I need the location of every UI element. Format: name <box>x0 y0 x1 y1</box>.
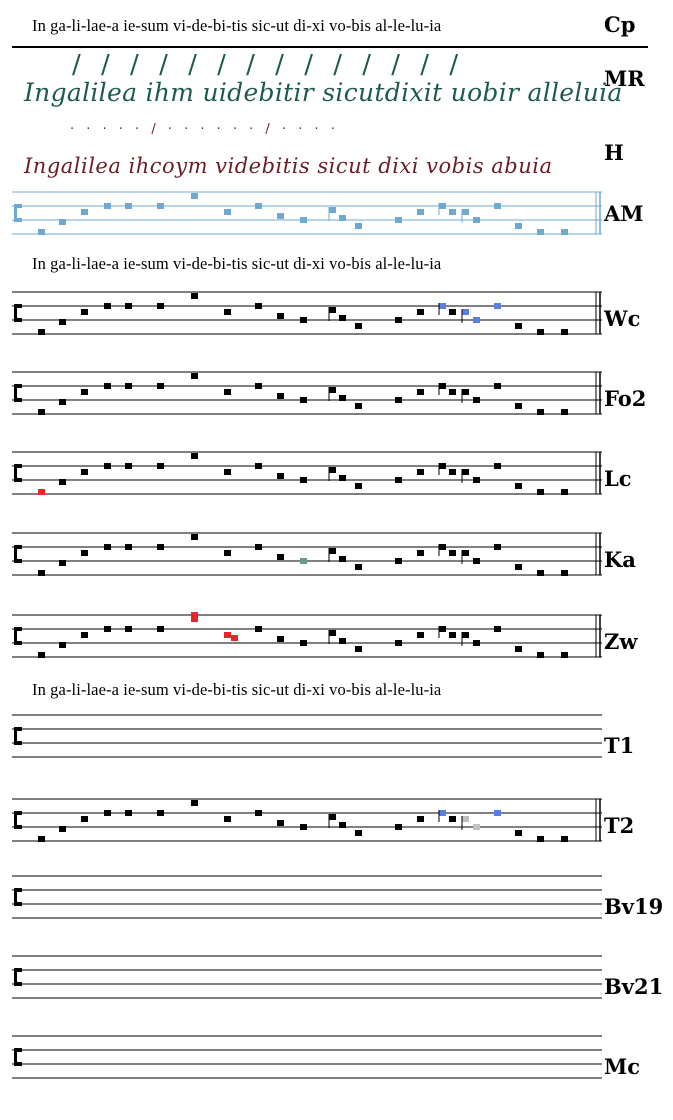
c-clef-icon <box>17 825 22 829</box>
neume-note <box>417 309 424 315</box>
neume-note <box>277 473 284 479</box>
neume-note <box>494 810 501 816</box>
neume-note <box>439 463 446 469</box>
neume-note <box>449 209 456 215</box>
c-clef-icon <box>17 218 22 222</box>
staff-bv19 <box>0 870 673 930</box>
neume-note <box>537 329 544 335</box>
neume-note <box>494 463 501 469</box>
neume-note <box>561 489 568 495</box>
neume-note <box>494 626 501 632</box>
label-zw: Zw <box>604 629 638 654</box>
c-clef-icon <box>14 811 17 829</box>
neume-note <box>59 319 66 325</box>
neume-note <box>300 824 307 830</box>
c-clef-icon <box>17 545 22 549</box>
neume-note <box>277 313 284 319</box>
neume-note <box>81 469 88 475</box>
neume-note <box>494 203 501 209</box>
neume-note <box>561 652 568 658</box>
neume-note <box>449 469 456 475</box>
c-clef-icon <box>14 1048 17 1066</box>
neume-note <box>125 626 132 632</box>
neume-note <box>329 814 336 820</box>
neume-note <box>462 550 469 556</box>
neume-note <box>537 570 544 576</box>
neume-note <box>395 640 402 646</box>
neume-note <box>439 544 446 550</box>
neume-note <box>59 479 66 485</box>
c-clef-icon <box>17 888 22 892</box>
neume-note <box>462 389 469 395</box>
neume-note <box>339 822 346 828</box>
neume-note <box>224 209 231 215</box>
neume-note <box>224 469 231 475</box>
neume-note <box>300 640 307 646</box>
label-am: AM <box>604 201 644 226</box>
neume-note <box>224 550 231 556</box>
neume-note <box>473 317 480 323</box>
label-cp: Cp <box>604 12 636 37</box>
neume-note <box>537 409 544 415</box>
neume-note <box>417 469 424 475</box>
c-clef-icon <box>17 478 22 482</box>
neume-note <box>494 383 501 389</box>
label-t2: T2 <box>604 813 635 838</box>
label-h: H <box>604 140 624 165</box>
neume-note <box>355 564 362 570</box>
neume-note <box>125 463 132 469</box>
staff-wc <box>0 286 673 346</box>
neume-note <box>81 309 88 315</box>
neume-note <box>329 387 336 393</box>
neume-note <box>38 652 45 658</box>
neume-note <box>329 630 336 636</box>
neume-note <box>515 564 522 570</box>
neume-note <box>255 626 262 632</box>
staff-t1 <box>0 709 673 769</box>
c-clef-icon <box>17 727 22 731</box>
neume-note <box>417 632 424 638</box>
neume-note <box>38 489 45 495</box>
c-clef-icon <box>14 627 17 645</box>
mr-manuscript-text: Ingalilea ihm uidebitir sicutdixit uobir alleluia <box>24 78 623 107</box>
neume-note <box>515 483 522 489</box>
neume-note <box>515 646 522 652</box>
c-clef-icon <box>14 545 17 563</box>
neume-note <box>157 303 164 309</box>
neume-note <box>104 626 111 632</box>
staff-bv21 <box>0 950 673 1010</box>
neume-note <box>224 632 231 638</box>
c-clef-icon <box>17 627 22 631</box>
c-clef-icon <box>17 811 22 815</box>
neume-note <box>462 209 469 215</box>
neume-note <box>277 636 284 642</box>
neume-note <box>561 570 568 576</box>
neume-note <box>255 383 262 389</box>
c-clef-icon <box>17 304 22 308</box>
neume-note <box>537 489 544 495</box>
neume-note <box>277 554 284 560</box>
neume-note <box>473 397 480 403</box>
c-clef-icon <box>17 741 22 745</box>
neume-note <box>417 816 424 822</box>
neume-note <box>537 229 544 235</box>
neume-note <box>355 223 362 229</box>
neume-note <box>449 632 456 638</box>
neume-note <box>449 816 456 822</box>
neume-note <box>494 544 501 550</box>
neume-note <box>157 383 164 389</box>
neume-note <box>59 399 66 405</box>
neume-note <box>277 820 284 826</box>
neume-note <box>255 544 262 550</box>
neume-note <box>339 475 346 481</box>
mr-neumes: / / / / / / / / / / / / / / <box>72 50 465 80</box>
label-fo2: Fo2 <box>604 386 647 411</box>
neume-note <box>157 810 164 816</box>
neume-note <box>329 307 336 313</box>
c-clef-icon <box>14 464 17 482</box>
header-rule <box>12 46 648 48</box>
neume-note <box>462 816 469 822</box>
header-lyrics: In ga-li-lae-a ie-sum vi-de-bi-tis sic-ut di-xi vo-bis al-le-lu-ia <box>32 16 442 35</box>
neume-note <box>462 309 469 315</box>
neume-note <box>339 215 346 221</box>
neume-note <box>515 403 522 409</box>
neume-note <box>561 409 568 415</box>
neume-note <box>104 463 111 469</box>
neume-note <box>561 229 568 235</box>
neume-note <box>191 193 198 199</box>
neume-note <box>277 393 284 399</box>
neume-note <box>339 395 346 401</box>
neume-note <box>157 463 164 469</box>
neume-note <box>395 317 402 323</box>
neume-note <box>231 635 238 641</box>
neume-note <box>355 830 362 836</box>
label-wc: Wc <box>604 306 641 331</box>
c-clef-icon <box>17 982 22 986</box>
neume-note <box>157 544 164 550</box>
c-clef-icon <box>17 384 22 388</box>
neume-note <box>81 632 88 638</box>
neume-note <box>355 483 362 489</box>
neume-note <box>395 824 402 830</box>
neume-note <box>395 558 402 564</box>
neume-note <box>59 219 66 225</box>
neume-note <box>355 323 362 329</box>
neume-note <box>104 383 111 389</box>
neume-note <box>515 223 522 229</box>
neume-note <box>395 217 402 223</box>
neume-note <box>300 317 307 323</box>
neume-note <box>561 329 568 335</box>
neume-note <box>339 556 346 562</box>
label-mr: MR <box>604 66 645 91</box>
neume-note <box>515 323 522 329</box>
neume-note <box>157 626 164 632</box>
neume-note <box>300 477 307 483</box>
neume-note <box>329 467 336 473</box>
c-clef-icon <box>17 464 22 468</box>
neume-note <box>329 548 336 554</box>
neume-note <box>224 309 231 315</box>
neume-note <box>255 810 262 816</box>
label-bv19: Bv19 <box>604 894 664 919</box>
neume-note <box>125 383 132 389</box>
neume-note <box>104 203 111 209</box>
neume-note <box>417 550 424 556</box>
staff-lc <box>0 446 673 506</box>
neume-note <box>38 329 45 335</box>
label-t1: T1 <box>604 733 635 758</box>
h-neumes: · · · · · / · · · · · · / · · · · <box>70 122 339 137</box>
c-clef-icon <box>14 304 17 322</box>
neume-note <box>395 397 402 403</box>
neume-note <box>339 315 346 321</box>
neume-note <box>473 558 480 564</box>
c-clef-icon <box>17 968 22 972</box>
neume-note <box>255 303 262 309</box>
neume-note <box>494 303 501 309</box>
neume-note <box>104 544 111 550</box>
neume-note <box>339 638 346 644</box>
neume-note <box>473 477 480 483</box>
neume-note <box>191 612 198 618</box>
c-clef-icon <box>17 559 22 563</box>
neume-note <box>449 389 456 395</box>
neume-note <box>38 836 45 842</box>
neume-note <box>38 229 45 235</box>
c-clef-icon <box>14 204 17 222</box>
neume-note <box>59 826 66 832</box>
neume-note <box>125 810 132 816</box>
neume-note <box>81 209 88 215</box>
neume-note <box>191 293 198 299</box>
neume-note <box>38 570 45 576</box>
neume-note <box>462 469 469 475</box>
staff-mc <box>0 1030 673 1090</box>
neume-note <box>104 303 111 309</box>
lyrics-line-3: In ga-li-lae-a ie-sum vi-de-bi-tis sic-ut di-xi vo-bis al-le-lu-ia <box>32 680 442 699</box>
neume-note <box>355 403 362 409</box>
neume-note <box>224 389 231 395</box>
staff-zw <box>0 609 673 669</box>
neume-note <box>125 303 132 309</box>
label-lc: Lc <box>604 466 632 491</box>
neume-note <box>462 632 469 638</box>
c-clef-icon <box>17 902 22 906</box>
neume-note <box>81 550 88 556</box>
neume-note <box>417 389 424 395</box>
neume-note <box>191 373 198 379</box>
neume-note <box>191 800 198 806</box>
neume-note <box>157 203 164 209</box>
neume-note <box>537 836 544 842</box>
neume-note <box>255 463 262 469</box>
neume-note <box>277 213 284 219</box>
c-clef-icon <box>17 1062 22 1066</box>
neume-note <box>125 544 132 550</box>
neume-note <box>395 477 402 483</box>
c-clef-icon <box>17 398 22 402</box>
neume-note <box>473 824 480 830</box>
neume-note <box>515 830 522 836</box>
neume-note <box>59 560 66 566</box>
neume-note <box>355 646 362 652</box>
c-clef-icon <box>17 204 22 208</box>
neume-note <box>473 217 480 223</box>
neume-note <box>300 217 307 223</box>
neume-note <box>125 203 132 209</box>
c-clef-icon <box>14 968 17 986</box>
neume-note <box>439 203 446 209</box>
neume-note <box>417 209 424 215</box>
neume-note <box>537 652 544 658</box>
neume-note <box>449 550 456 556</box>
label-mc: Mc <box>604 1054 641 1079</box>
neume-note <box>224 816 231 822</box>
neume-note <box>449 309 456 315</box>
c-clef-icon <box>17 318 22 322</box>
neume-note <box>38 409 45 415</box>
neume-note <box>191 453 198 459</box>
neume-note <box>59 642 66 648</box>
label-bv21: Bv21 <box>604 974 664 999</box>
neume-note <box>255 203 262 209</box>
neume-note <box>439 626 446 632</box>
staff-am <box>0 186 673 246</box>
neume-note <box>329 207 336 213</box>
neume-note <box>300 397 307 403</box>
neume-note <box>191 534 198 540</box>
neume-note <box>81 816 88 822</box>
staff-ka <box>0 527 673 587</box>
lyrics-line-2: In ga-li-lae-a ie-sum vi-de-bi-tis sic-ut di-xi vo-bis al-le-lu-ia <box>32 254 442 273</box>
neume-note <box>439 303 446 309</box>
label-ka: Ka <box>604 547 636 572</box>
c-clef-icon <box>14 888 17 906</box>
c-clef-icon <box>17 641 22 645</box>
staff-t2 <box>0 793 673 853</box>
neume-note <box>81 389 88 395</box>
c-clef-icon <box>14 384 17 402</box>
c-clef-icon <box>17 1048 22 1052</box>
neume-note <box>439 810 446 816</box>
c-clef-icon <box>14 727 17 745</box>
neume-note <box>439 383 446 389</box>
staff-fo2 <box>0 366 673 426</box>
h-manuscript-text: Ingalilea ihcoym videbitis sicut dixi vobis abuia <box>24 154 553 178</box>
neume-note <box>473 640 480 646</box>
neume-note <box>300 558 307 564</box>
neume-note <box>104 810 111 816</box>
neume-note <box>561 836 568 842</box>
